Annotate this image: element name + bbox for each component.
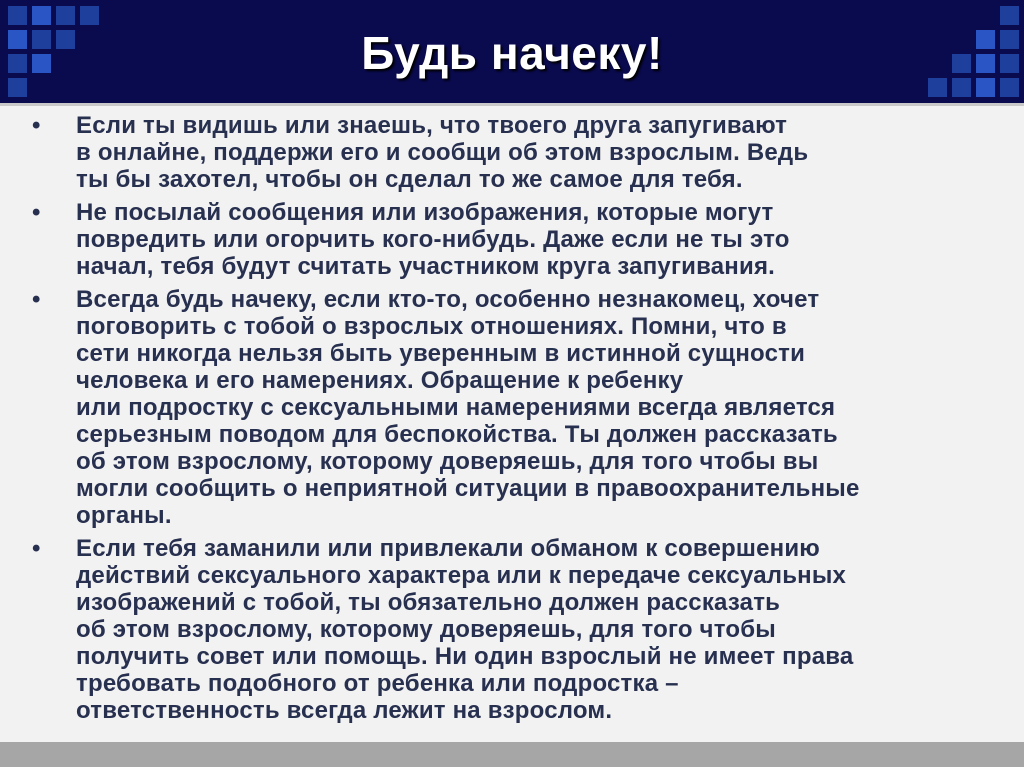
- bullet-item-4: [32, 535, 1012, 724]
- bullet-list: [32, 112, 1012, 730]
- bullet-item-2: [32, 199, 1012, 280]
- bullet-marker: •: [32, 535, 41, 562]
- bullet-marker: •: [32, 286, 41, 313]
- footer-bar: [0, 742, 1024, 767]
- bullet-text: Если тебя заманили или привлекали обманом к совершению действий сексуального характера или к передаче сексуальных изображений с тобой, ты обязательно должен рассказать об этом взрослому, которому доверяешь, для того чтобы получить совет или помощь. Ни один взрослый не имеет права требовать подобного от ребенка или подростка – ответственность всегда лежит на взрослом.: [76, 535, 854, 724]
- bullet-marker: •: [32, 199, 41, 226]
- bullet-text: Если ты видишь или знаешь, что твоего друга запугивают в онлайне, поддержи его и сообщи об этом взрослым. Ведь ты бы захотел, чтобы он сделал то же самое для тебя.: [76, 112, 809, 193]
- bullet-item-1: [32, 112, 1012, 193]
- bullet-item-3: [32, 286, 1012, 529]
- slide-title: Будь начеку!: [361, 27, 663, 79]
- bullet-marker: •: [32, 112, 41, 139]
- bullet-text: Не посылай сообщения или изображения, которые могут повредить или огорчить кого-нибудь. Даже если не ты это начал, тебя будут считать участником круга запугивания.: [76, 199, 790, 280]
- slide-header: [0, 0, 1024, 106]
- bullet-text: Всегда будь начеку, если кто-то, особенно незнакомец, хочет поговорить с тобой о взрослых отношениях. Помни, что в сети никогда нельзя быть уверенным в истинной сущности человека и его намерениях. Обращение к ребенку или подростку с сексуальными намерениями всегда является серьезным поводом для беспокойства. Ты должен рассказать об этом взрослому, которому доверяешь, для того чтобы вы могли сообщить о неприятной ситуации в правоохранительные органы.: [76, 286, 860, 529]
